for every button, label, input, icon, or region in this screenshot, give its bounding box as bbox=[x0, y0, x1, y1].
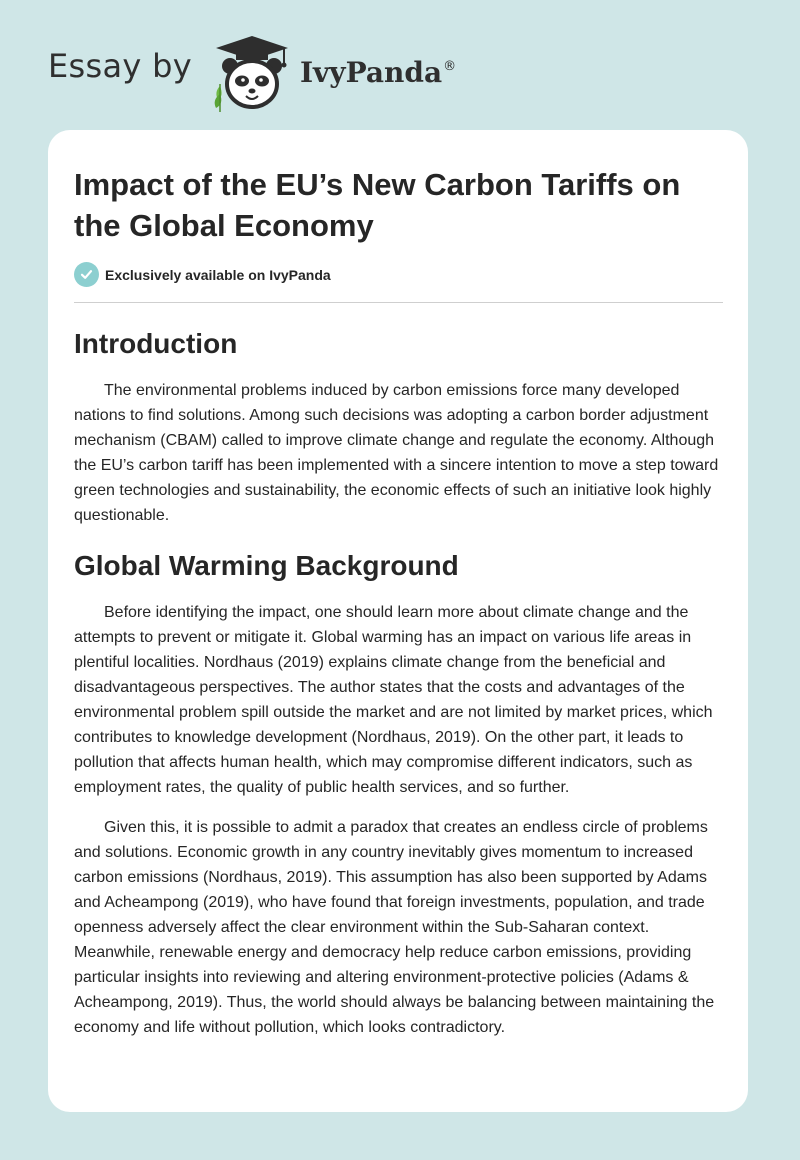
paragraph: The environmental problems induced by carbon emissions force many developed nations to find solutions. Among such decisions was adopting a carbon border adjustment mechanism (CBAM) called to improve climate change and regulate the economy. Although the EU’s carbon tariff has been implemented with a sincere intention to move a step toward green technologies and sustainability, the economic effects of such an initiative look highly questionable. bbox=[74, 382, 719, 524]
essay-content bbox=[74, 324, 724, 1040]
essay-by-label: Essay by bbox=[48, 47, 192, 85]
exclusive-badge bbox=[74, 262, 331, 287]
page-title: Impact of the EU’s New Carbon Tariffs on the Global Economy bbox=[74, 167, 681, 243]
section-heading-introduction: Introduction bbox=[74, 328, 238, 359]
exclusive-label: Exclusively available on IvyPanda bbox=[105, 266, 331, 283]
trademark-symbol: ® bbox=[443, 58, 457, 74]
paragraph: Before identifying the impact, one should learn more about climate change and the attempts to prevent or mitigate it. Global warming has an impact on various life areas in plentiful localities. Nordhaus (2019) explains climate change from the beneficial and disadvantageous perspectives. The author states that the costs and advantages of the environmental problem spill outside the market and are not limited by market prices, which contributes to knowledge development (Nordhaus, 2019). On the other part, it leads to pollution that affects human health, which may compromise different indicators, such as employment rates, the quality of public health services, and so further. bbox=[74, 604, 713, 796]
check-circle-icon bbox=[74, 262, 99, 287]
site-header bbox=[48, 34, 456, 114]
panda-graduate-icon[interactable] bbox=[206, 34, 298, 114]
essay-card bbox=[48, 130, 748, 1112]
section-heading-global-warming: Global Warming Background bbox=[74, 550, 459, 581]
divider bbox=[74, 302, 723, 303]
brand-name[interactable]: IvyPanda® bbox=[299, 55, 457, 89]
paragraph: Given this, it is possible to admit a paradox that creates an endless circle of problems and solutions. Economic growth in any country inevitably gives momentum to increased carbon emissions (Nordhaus, 2019). This assumption has also been supported by Adams and Acheampong (2019), who have found that foreign investments, population, and trade openness adversely affect the clear environment within the Sub-Saharan context. Meanwhile, renewable energy and democracy help reduce carbon emissions, providing particular insights into reviewing and altering environment-protective policies (Adams & Acheampong, 2019). Thus, the world should always be balancing between maintaining the economy and life without pollution, which looks contradictory. bbox=[74, 819, 715, 1036]
